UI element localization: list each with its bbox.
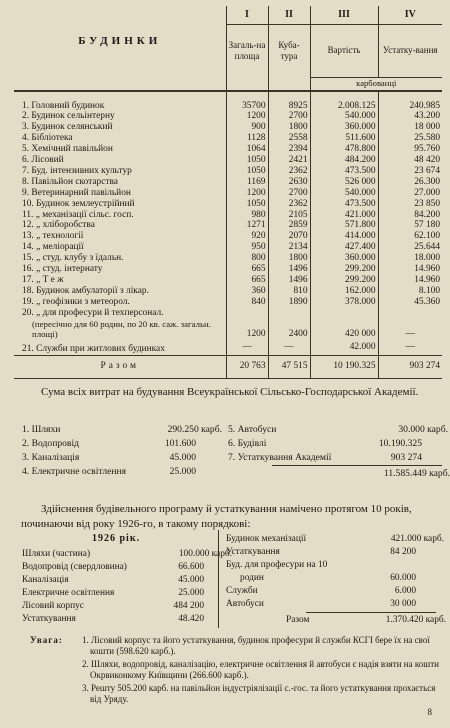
program-paragraph: Здійснення будівельного програму й устаткування намічено протягом 10 років, починаючи від року 1926-го, в такому порядкові: xyxy=(21,503,412,530)
program-total xyxy=(226,614,446,628)
building-name: 3. Будинок селянський xyxy=(22,122,113,133)
item-value: 101.600 xyxy=(164,438,196,449)
volume-value: 1890 xyxy=(268,297,310,308)
list-item xyxy=(22,587,204,601)
area-value: 1050 xyxy=(226,155,268,166)
cost-value: 484.200 xyxy=(310,155,378,166)
item-label: Устаткування xyxy=(22,614,76,624)
currency-label: карбованці xyxy=(310,77,442,91)
building-name: 12. „ хліборобства xyxy=(22,220,95,231)
table-row xyxy=(14,220,442,231)
cost-value: 299.200 xyxy=(310,264,378,275)
item-value: 66.600 xyxy=(178,562,204,572)
item-value: 25.000 xyxy=(178,588,204,598)
table-row xyxy=(14,155,442,166)
program-total-label: Разом xyxy=(286,615,310,625)
volume-value: 1800 xyxy=(268,122,310,133)
table-row xyxy=(14,91,442,112)
area-value: — xyxy=(226,340,268,355)
col-number-2: II xyxy=(268,6,310,25)
page-number: 8 xyxy=(427,707,432,717)
col-number-1: I xyxy=(226,6,268,25)
building-name: (пересічно для 60 родин, по 20 кв. саж. загальн. площі) xyxy=(32,318,211,340)
item-label: 1. Шляхи xyxy=(22,424,61,435)
area-value: 950 xyxy=(226,242,268,253)
item-value: 45.000 xyxy=(169,452,196,463)
area-value: 1050 xyxy=(226,199,268,210)
sum-paragraph: Сума всіх витрат на будування Всеукраїнської Сільсько-Господарської Академії. xyxy=(41,386,419,398)
cost-value: 2.008.125 xyxy=(310,91,378,112)
item-label: 5. Автобуси xyxy=(228,424,277,435)
item-label: родин xyxy=(240,573,264,583)
cost-value: 378.000 xyxy=(310,297,378,308)
col-number-4: IV xyxy=(378,6,442,25)
area-value: 980 xyxy=(226,210,268,221)
volume-value: 2394 xyxy=(268,144,310,155)
area-value: 665 xyxy=(226,264,268,275)
area-value: 840 xyxy=(226,297,268,308)
equipment-value: 26.300 xyxy=(378,177,442,188)
building-name: 5. Хемічний павільйон xyxy=(22,144,113,155)
equipment-value xyxy=(378,308,442,319)
equipment-value: — xyxy=(378,340,442,355)
list-item xyxy=(226,585,416,599)
item-label: Будинок механізації xyxy=(226,534,307,544)
cost-value: 42.000 xyxy=(310,340,378,355)
volume-value: 2400 xyxy=(268,319,310,340)
volume-value: — xyxy=(268,340,310,355)
table-row xyxy=(14,308,442,319)
equipment-value: — xyxy=(378,319,442,340)
cost-value: 511.600 xyxy=(310,133,378,144)
table-row xyxy=(14,133,442,144)
equipment-value: 45.360 xyxy=(378,297,442,308)
volume-value: 2859 xyxy=(268,220,310,231)
table-row xyxy=(14,111,442,122)
building-name: 16. „ студ. інтернату xyxy=(22,264,103,275)
item-value: 903 274 xyxy=(390,452,422,463)
item-label: Шляхи (частина) xyxy=(22,549,91,559)
table-row xyxy=(14,199,442,210)
volume-value: 2134 xyxy=(268,242,310,253)
item-label: 2. Водопровід xyxy=(22,438,79,449)
item-label: 4. Електричне освітлення xyxy=(22,466,127,477)
col-header-cost: Вартість xyxy=(310,25,378,78)
table-title: БУДИНКИ xyxy=(78,35,162,48)
area-value xyxy=(226,308,268,319)
table-row xyxy=(14,231,442,242)
item-value: 421.000 карб. xyxy=(390,534,444,544)
col-number-3: III xyxy=(310,6,378,25)
table-row xyxy=(14,275,442,286)
item-value: 84 200 xyxy=(390,547,416,557)
program-underline xyxy=(306,612,436,613)
area-value: 1064 xyxy=(226,144,268,155)
equipment-value: 84.200 xyxy=(378,210,442,221)
building-name: 8. Павільйон скотарства xyxy=(22,176,118,187)
note-item: 3. Решту 505.200 карб. на павільйон індустріялізації с.-гос. та його устаткування прохається від Уряду. xyxy=(82,682,436,705)
sum-underline xyxy=(272,465,442,466)
cost-value: 360.000 xyxy=(310,122,378,133)
item-label: Служби xyxy=(226,586,258,596)
building-name: 10. Будинок землеустрійний xyxy=(22,198,135,209)
volume-value xyxy=(268,308,310,319)
list-item xyxy=(226,598,416,612)
cost-value: 360.000 xyxy=(310,253,378,264)
volume-value: 2558 xyxy=(268,133,310,144)
cost-value: 473.500 xyxy=(310,166,378,177)
area-value: 665 xyxy=(226,275,268,286)
building-name: 17. „ Т е ж xyxy=(22,275,64,285)
building-name: 14. „ меліорації xyxy=(22,242,84,253)
item-label: Лісовий корпус xyxy=(22,601,84,611)
equipment-value: 43.200 xyxy=(378,111,442,122)
equipment-value: 18.000 xyxy=(378,253,442,264)
volume-value: 2105 xyxy=(268,210,310,221)
cost-value xyxy=(310,308,378,319)
total-row xyxy=(14,355,442,378)
area-value: 920 xyxy=(226,231,268,242)
cost-value: 478.800 xyxy=(310,144,378,155)
program-total-value: 1.370.420 карб. xyxy=(385,615,446,625)
building-name: 11. „ механізації сільс. госп. xyxy=(22,209,134,220)
notes xyxy=(30,635,442,706)
cost-value: 473.500 xyxy=(310,199,378,210)
col-header-equipment: Устатку-вання xyxy=(378,25,442,78)
volume-value: 1496 xyxy=(268,275,310,286)
list-item xyxy=(22,574,204,588)
equipment-value: 14.960 xyxy=(378,275,442,286)
total-area: 20 763 xyxy=(226,355,268,378)
column-divider xyxy=(218,530,219,628)
item-value: 25.000 xyxy=(169,466,196,477)
table-row xyxy=(14,188,442,199)
building-name: 19. „ геофізики з метеорол. xyxy=(22,296,130,307)
notes-label: Увага: xyxy=(30,635,63,645)
list-item xyxy=(226,572,416,586)
sum-total-value: 11.585.449 карб. xyxy=(383,468,450,479)
volume-value: 1800 xyxy=(268,253,310,264)
list-item xyxy=(226,559,327,573)
building-name: 20. „ для професури й техперсонал. xyxy=(22,307,164,318)
table-row xyxy=(14,166,442,177)
area-value: 35700 xyxy=(226,91,268,112)
list-item xyxy=(22,548,232,562)
area-value: 1200 xyxy=(226,188,268,199)
equipment-value: 27.000 xyxy=(378,188,442,199)
equipment-value: 25.644 xyxy=(378,242,442,253)
area-value: 800 xyxy=(226,253,268,264)
building-name: 9. Ветеринарний павільйон xyxy=(22,187,131,198)
item-label: Електричне освітлення xyxy=(22,588,115,598)
year-heading: 1926 рік. xyxy=(92,533,141,544)
list-item xyxy=(22,613,204,627)
total-volume: 47 515 xyxy=(268,355,310,378)
cost-value: 414.000 xyxy=(310,231,378,242)
equipment-value: 14.960 xyxy=(378,264,442,275)
equipment-value: 23 674 xyxy=(378,166,442,177)
building-name: 7. Буд. інтензивних культур xyxy=(22,165,132,176)
volume-value: 2700 xyxy=(268,188,310,199)
cost-value: 427.400 xyxy=(310,242,378,253)
item-label: Каналізація xyxy=(22,575,69,585)
note-item: 2. Шляхи, водопровід, каналізацію, електричне освітлення й автобуси є надія взяти на кошти Окрвиконкому Київщини (266.600 карб.). xyxy=(82,658,439,681)
item-value: 45.000 xyxy=(178,575,204,585)
cost-value: 540.000 xyxy=(310,188,378,199)
total-cost: 10 190.325 xyxy=(310,355,378,378)
cost-value: 420 000 xyxy=(310,319,378,340)
area-value: 1200 xyxy=(226,319,268,340)
building-name: 15. „ студ. клубу з їдальн. xyxy=(22,253,124,264)
list-item xyxy=(22,561,204,575)
item-value: 100.000 карб. xyxy=(178,549,232,559)
building-name: 13. „ технології xyxy=(22,231,84,242)
total-equipment: 903 274 xyxy=(378,355,442,378)
equipment-value: 18 000 xyxy=(378,122,442,133)
table-row xyxy=(14,297,442,308)
equipment-value: 25.580 xyxy=(378,133,442,144)
volume-value: 2700 xyxy=(268,111,310,122)
cost-value: 540.000 xyxy=(310,111,378,122)
volume-value: 1496 xyxy=(268,264,310,275)
area-value: 1050 xyxy=(226,166,268,177)
item-label: Устаткування xyxy=(226,547,280,557)
building-name: 2. Будинок сельінтерну xyxy=(22,111,115,122)
item-label: 6. Будівлі xyxy=(228,438,267,449)
item-value: 60.000 xyxy=(390,573,416,583)
equipment-value: 8.100 xyxy=(378,286,442,297)
equipment-value: 62.100 xyxy=(378,231,442,242)
item-value: 6.000 xyxy=(394,586,416,596)
equipment-value: 240.985 xyxy=(378,91,442,112)
cost-value: 526 000 xyxy=(310,177,378,188)
table-row xyxy=(14,319,442,340)
item-value: 484 200 xyxy=(173,601,204,611)
building-name: 21. Служби при житлових будинках xyxy=(22,343,165,354)
building-name: 6. Лісовий xyxy=(22,155,64,166)
area-value: 1128 xyxy=(226,133,268,144)
area-value: 1169 xyxy=(226,177,268,188)
table-row xyxy=(14,264,442,275)
building-name: 1. Головний будинок xyxy=(22,100,105,111)
cost-value: 571.800 xyxy=(310,220,378,231)
area-value: 1200 xyxy=(226,111,268,122)
item-label: 7. Устаткування Академії xyxy=(228,452,332,463)
table-row xyxy=(14,144,442,155)
item-value: 30 000 xyxy=(390,599,416,609)
volume-value: 2362 xyxy=(268,166,310,177)
volume-value: 2070 xyxy=(268,231,310,242)
volume-value: 810 xyxy=(268,286,310,297)
item-value: 290.250 карб. xyxy=(167,424,222,435)
cost-value: 162.000 xyxy=(310,286,378,297)
list-item xyxy=(226,546,416,560)
item-label: Буд. для професури на 10 xyxy=(226,560,328,570)
list-item xyxy=(226,533,444,547)
col-header-volume: Куба-тура xyxy=(268,25,310,78)
equipment-value: 23 850 xyxy=(378,199,442,210)
area-value: 900 xyxy=(226,122,268,133)
item-label: Автобуси xyxy=(226,599,264,609)
table-row xyxy=(14,122,442,133)
area-value: 360 xyxy=(226,286,268,297)
item-value: 48.420 xyxy=(178,614,204,624)
note-item: 1. Лісовий корпус та його устаткування, будинок професури й служби КСГІ бере їх на свої кошти (598.620 карб.). xyxy=(82,635,430,657)
table-row xyxy=(14,242,442,253)
item-label: 3. Каналізація xyxy=(22,452,80,463)
building-name: 18. Будинок амбулаторії з лікар. xyxy=(22,285,149,296)
item-value: 30.000 карб. xyxy=(398,424,448,435)
equipment-value: 95.760 xyxy=(378,144,442,155)
cost-value: 421.000 xyxy=(310,210,378,221)
area-value: 1271 xyxy=(226,220,268,231)
total-label: Разом xyxy=(14,355,226,378)
item-label: Водопровід (свердловина) xyxy=(22,562,127,572)
volume-value: 2362 xyxy=(268,199,310,210)
table-row xyxy=(14,177,442,188)
buildings-table xyxy=(14,6,442,379)
equipment-value: 48 420 xyxy=(378,155,442,166)
cost-value: 299.200 xyxy=(310,275,378,286)
volume-value: 8925 xyxy=(268,91,310,112)
table-row xyxy=(14,253,442,264)
item-value: 10.190.325 xyxy=(378,438,422,449)
col-header-area: Загаль-на площа xyxy=(226,25,268,78)
volume-value: 2630 xyxy=(268,177,310,188)
table-row xyxy=(14,286,442,297)
volume-value: 2421 xyxy=(268,155,310,166)
equipment-value: 57 180 xyxy=(378,220,442,231)
list-item xyxy=(22,600,204,614)
table-row xyxy=(14,210,442,221)
table-row xyxy=(14,340,442,355)
building-name: 4. Бібліотека xyxy=(22,133,73,144)
